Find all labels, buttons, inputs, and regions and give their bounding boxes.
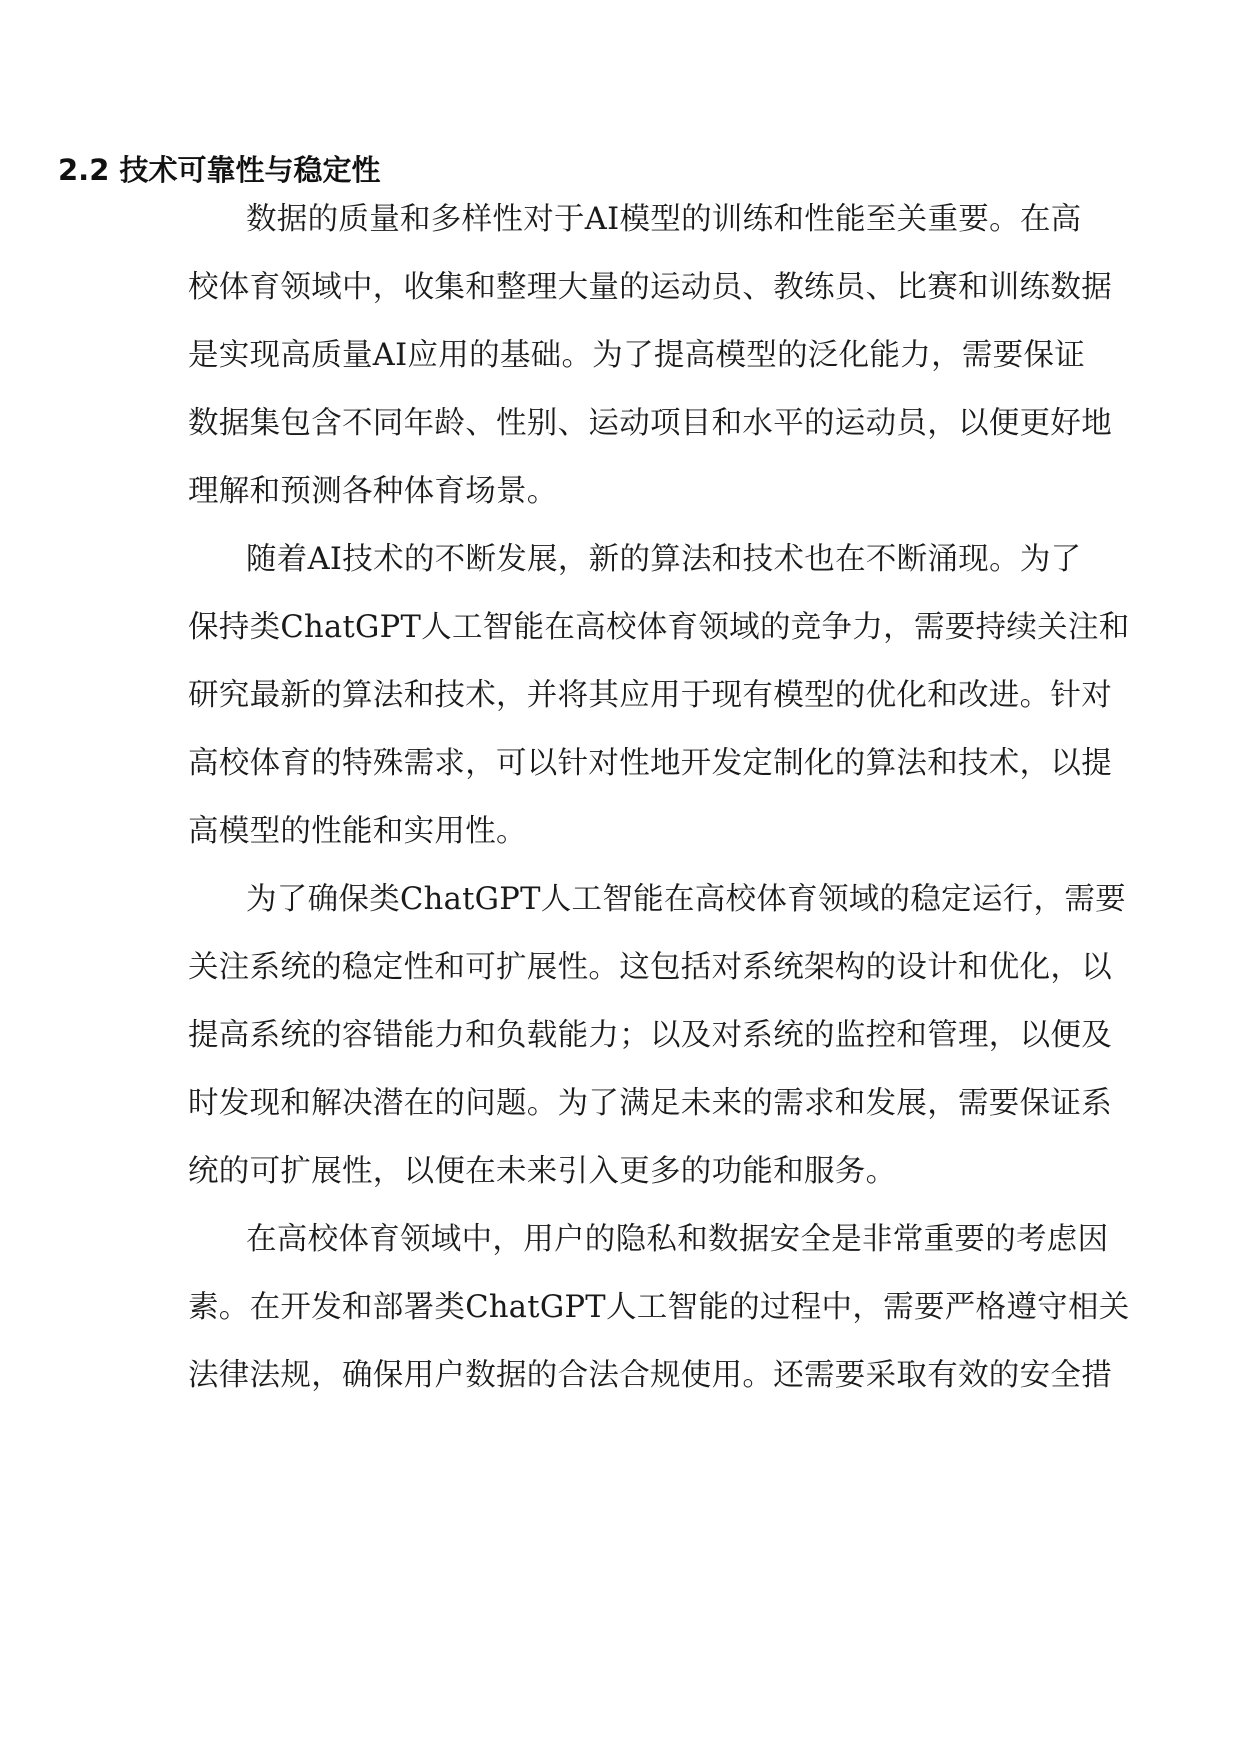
paragraph-3-line-4: 时发现和解决潜在的问题。为了满足未来的需求和发展，需要保证系 bbox=[188, 1086, 1112, 1121]
paragraph-3-line-3: 提高系统的容错能力和负载能力；以及对系统的监控和管理，以便及 bbox=[188, 1018, 1112, 1053]
paragraph-2-line-4: 高校体育的特殊需求，可以针对性地开发定制化的算法和技术，以提 bbox=[188, 746, 1112, 781]
paragraph-1-line-3: 是实现高质量AI应用的基础。为了提高模型的泛化能力，需要保证 bbox=[188, 338, 1086, 373]
paragraph-3-line-5: 统的可扩展性，以便在未来引入更多的功能和服务。 bbox=[188, 1154, 897, 1189]
paragraph-1-line-5: 理解和预测各种体育场景。 bbox=[188, 474, 558, 509]
paragraph-2-line-1: 随着AI技术的不断发展，新的算法和技术也在不断涌现。为了 bbox=[246, 542, 1082, 577]
paragraph-2-line-3: 研究最新的算法和技术，并将其应用于现有模型的优化和改进。针对 bbox=[188, 678, 1112, 713]
paragraph-4-line-3: 法律法规，确保用户数据的合法合规使用。还需要采取有效的安全措 bbox=[188, 1358, 1112, 1393]
paragraph-3-line-1: 为了确保类ChatGPT人工智能在高校体育领域的稳定运行，需要 bbox=[246, 882, 1126, 917]
paragraph-2-line-2: 保持类ChatGPT人工智能在高校体育领域的竞争力，需要持续关注和 bbox=[188, 610, 1130, 645]
section-heading: 2.2 技术可靠性与稳定性 bbox=[58, 153, 381, 187]
paragraph-1-line-4: 数据集包含不同年龄、性别、运动项目和水平的运动员，以便更好地 bbox=[188, 406, 1112, 441]
paragraph-2-line-5: 高模型的性能和实用性。 bbox=[188, 814, 527, 849]
paragraph-4-line-1: 在高校体育领域中，用户的隐私和数据安全是非常重要的考虑因 bbox=[246, 1222, 1109, 1257]
paragraph-4-line-2: 素。在开发和部署类ChatGPT人工智能的过程中，需要严格遵守相关 bbox=[188, 1290, 1130, 1325]
paragraph-3-line-2: 关注系统的稳定性和可扩展性。这包括对系统架构的设计和优化，以 bbox=[188, 950, 1112, 985]
paragraph-1-line-1: 数据的质量和多样性对于AI模型的训练和性能至关重要。在高 bbox=[246, 202, 1082, 237]
paragraph-1-line-2: 校体育领域中，收集和整理大量的运动员、教练员、比赛和训练数据 bbox=[188, 270, 1112, 305]
